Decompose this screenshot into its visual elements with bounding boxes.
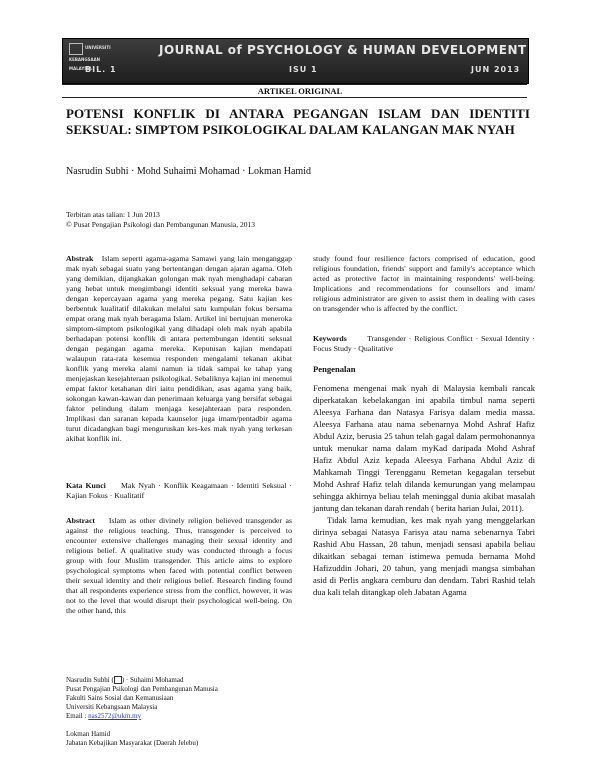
copyright: © Pusat Pengajian Psikologi dan Pembangunan Manusia, 2013 bbox=[66, 220, 256, 229]
author-list: Nasrudin Subhi · Mohd Suhaimi Mohamad · Lokman Hamid bbox=[66, 166, 311, 177]
article-type: ARTIKEL ORIGINAL bbox=[257, 86, 343, 96]
journal-issue: ISU 1 bbox=[289, 65, 318, 74]
journal-date: JUN 2013 bbox=[471, 65, 521, 74]
pengenalan-section bbox=[313, 364, 535, 598]
abstrak-label: Abstrak bbox=[66, 254, 94, 263]
journal-volume: BIL. 1 bbox=[85, 65, 117, 74]
paper-title: POTENSI KONFLIK DI ANTARA PEGANGAN ISLAM DAN IDENTITI SEKSUAL: SIMPTOM PSIKOLOGIKAL DALAM KALANGAN MAK NYAH bbox=[66, 106, 530, 137]
abstract-text: Islam as other divinely religion believed transgender as against the religious teaching. Thus, transgender is perceived to encounter extensive challenges managing their sexual identity and religious belief. A qualitative study was conducted through a focus group with four Muslim transgender. This article aims to explore psychological symptoms when faced with potential conflict between their sexual identity and their religious belief. Research finding found that all respondents experience stress from the conflict, however, it was not to the level that would disrupt their psychological well-being. On the other hand, this bbox=[66, 516, 292, 615]
keywords-section bbox=[313, 334, 535, 354]
author-affiliations: Nasrudin Subhi ( ) · Suhaimi Mohamad Pusat Pengajian Psikologi dan Pembangunan Manusia Fakulti Sains Sosial dan Kemanusiaan Universiti Kebangsaan Malaysia Email : nas2572@ukm.my Lokman Hamid Jabatan Kebajikan Masyarakat (Daerah Jelebu) bbox=[66, 676, 218, 747]
abstrak-section bbox=[66, 254, 292, 444]
published-date: Terbitan atas talian: 1 Jun 2013 bbox=[66, 210, 160, 219]
divider bbox=[62, 84, 527, 85]
kata-kunci-section bbox=[66, 481, 292, 501]
abstract-continued bbox=[313, 254, 535, 314]
keywords-label: Keywords bbox=[313, 334, 347, 343]
journal-meta bbox=[63, 65, 528, 77]
publication-info bbox=[66, 210, 255, 230]
email-envelope-icon bbox=[114, 676, 122, 684]
kata-kunci-label: Kata Kunci bbox=[66, 481, 106, 490]
keywords-text: Transgender · Religious Conflict · Sexual Identity · Focus Study · Qualitative bbox=[313, 334, 535, 353]
divider bbox=[62, 97, 527, 98]
journal-banner bbox=[62, 38, 529, 84]
journal-title: JOURNAL of PSYCHOLOGY & HUMAN DEVELOPMENT bbox=[159, 43, 527, 57]
abstract-section bbox=[66, 516, 292, 616]
abstract-text-continued: study found four resilience factors comprised of education, good religious foundation, friends' support and family's acceptance which acted as protective factor in maintaining respondents' well-being. Implications and recommendations for counsellors and imam/ religious administrator are given to assist them in dealing with cases on transgender who is affected by the conflict. bbox=[313, 254, 535, 313]
university-logo: UNIVERSITI KEBANGSAAN MALAYSIA bbox=[69, 45, 111, 71]
paragraph: Fenomena mengenai mak nyah di Malaysia kembali rancak diperkatakan kebelakangan ini apabila timbul nama seperti Aleesya Farhana dan Natasya Farisya dalam media massa. Aleesya Farhana atau nama sebenarnya Mohd Ashraf Hafiz Abdul Aziz, berusia 25 tahun telah gagal dalam permohonannya untuk menukar nama dalam myKad daripada Mohd Ashraf Hafiz Abdul Aziz kepada Aleesya Farhana Abdul Aziz di Mahkamah Tinggi Terengganu Remetan kegagalan tersebut Mohd Ashraf Hafiz telah dilanda kemurungan yang melampau sehingga akhirnya beliau telah meninggal dunia akibat masalah jantung dan tekanan darah rendah ( berita harian Julai, 2011). bbox=[313, 383, 535, 513]
section-heading: Pengenalan bbox=[313, 364, 356, 374]
ukm-crest-icon bbox=[69, 43, 83, 55]
paragraph: Tidak lama kemudian, kes mak nyah yang menggelarkan dirinya sebagai Natasya Farisya atau nama sebenarnya Tabri Rashid Abu Hassan, 28 tahun, menjadi sensasi apabila beliau dikaitkan sebagai teman istimewa pemuda bernama Mohd Hafizuddin Johari, 20 tahun, yang menjadi mangsa simbahan asid di Perlis angkara cemburu dan dendam. Tabri Rashid telah dua kali telah ditangkap oleh Jabatan Agama bbox=[313, 515, 535, 597]
kata-kunci-text: Mak Nyah · Konflik Keagamaan · Identiti Seksual · Kajian Fokus · Kualitatif bbox=[66, 481, 293, 500]
abstract-label: Abstract bbox=[66, 516, 96, 525]
author-email-link[interactable]: nas2572@ukm.my bbox=[88, 712, 142, 720]
abstrak-text: Islam seperti agama-agama Samawi yang lain menganggap mak nyah sebagai suatu yang bertentangan dengan ajaran agama. Oleh yang demikian, dijangkakan golongan mak nyah menghadapi cabaran yang hebat untuk mengimbangi identiti seksual yang mereka bawa dengan kepercayaan agama yang mereka pegang. Satu kajian kes berbentuk kualitatif dilakukan melalui satu kumpulan fokus bersama empat orang mak nyah beragama Islam. Artikel ini bertujuan meneroka simptom-simptom psikologikal yang dihadapi oleh mak nyah apabila berhadapan potensi konflik di antara pertembungan identiti seksual dengan pegangan agama mereka. Keputusan kajian mendapati walaupun rata-rata kesemua responden mengalami tekanan akibat konflik yang mereka alami namun ia tidak sampai ke tahap yang menjejaskan kesejahteraan psikologikal. Sebaliknya kajian ini menemui empat faktor ketahanan diri iaitu pendidikan, asas agama yang baik, sokongan kawan-kawan dan penerimaan keluarga yang bersifat sebagai faktor pelindung dalam menjaga kesejahteraan para responden. Implikasi dan saranan kepada kaunselor juga imam/pentadbir agama turut dicadangkan bagi menguruskan kes-kes mak nyah yang terkesan akibat konflik ini. bbox=[66, 254, 292, 443]
